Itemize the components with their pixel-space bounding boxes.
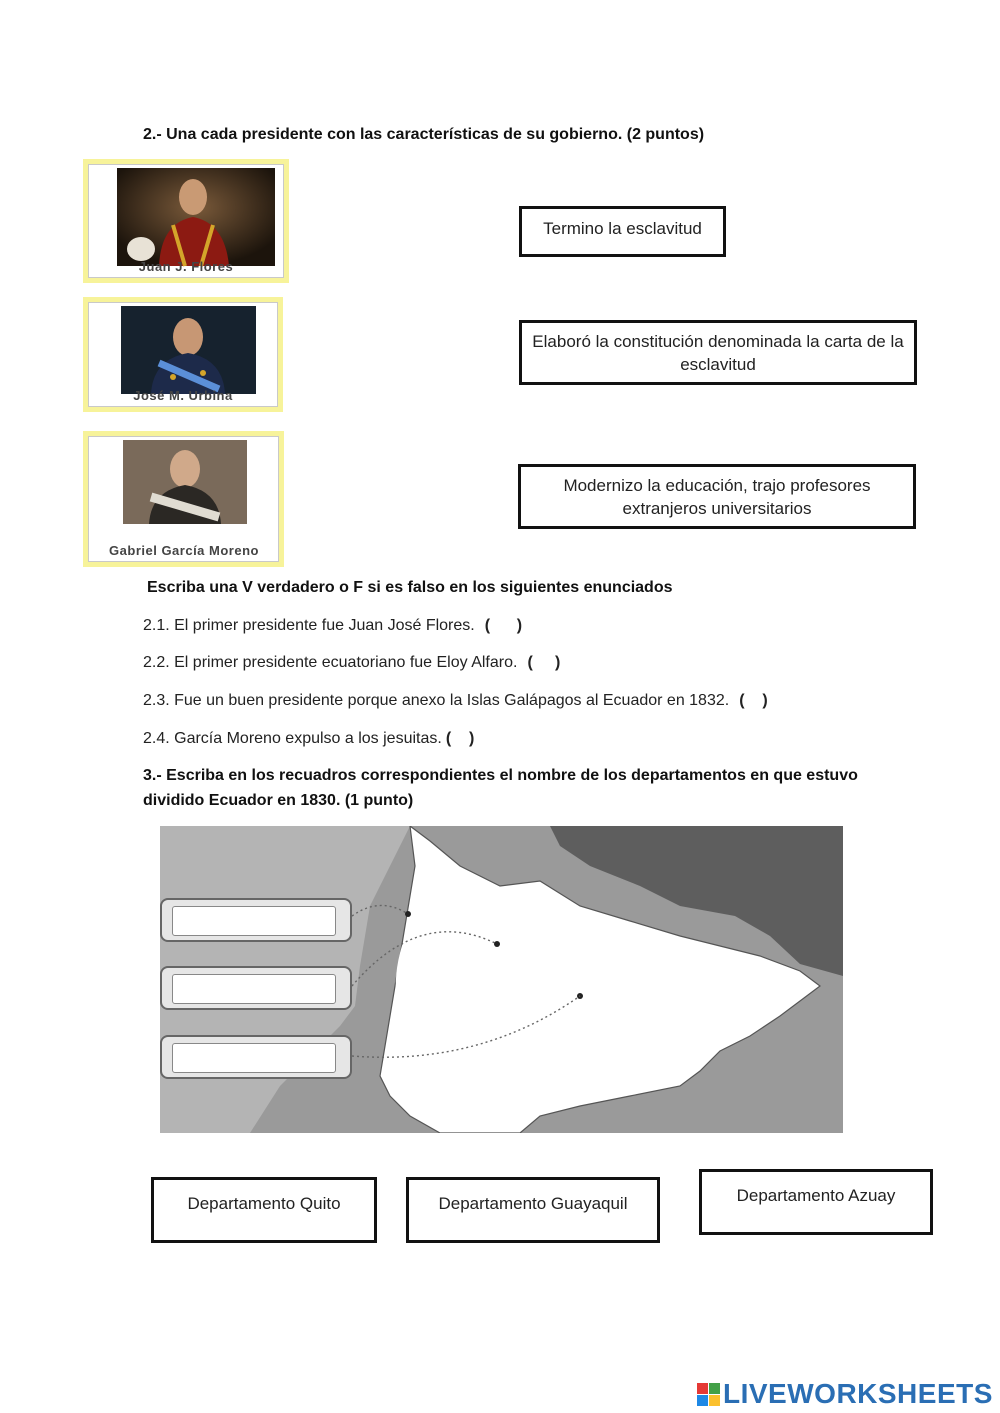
truefalse-heading: Escriba una V verdadero o F si es falso en los siguientes enunciados xyxy=(147,579,673,596)
statement-2-3 xyxy=(143,692,768,710)
characteristic-box-3[interactable]: Modernizo la educación, trajo profesores extranjeros universitarios xyxy=(518,464,916,529)
liveworksheets-logo xyxy=(697,1378,993,1410)
statement-text: 2.1. El primer presidente fue Juan José Flores. xyxy=(143,617,475,634)
department-option-guayaquil[interactable]: Departamento Guayaquil xyxy=(406,1177,660,1243)
answer-blank-2-3[interactable]: ( ) xyxy=(739,692,768,709)
department-answer-input-2[interactable] xyxy=(172,974,336,1004)
portrait-caption: Gabriel García Moreno xyxy=(109,543,259,558)
department-option-quito[interactable]: Departamento Quito xyxy=(151,1177,377,1243)
statement-text: 2.2. El primer presidente ecuatoriano fue Eloy Alfaro. xyxy=(143,654,518,671)
portrait-caption: José M. Urbina xyxy=(133,388,233,403)
portrait-flores xyxy=(83,159,289,283)
liveworksheets-logo-text: LIVEWORKSHEETS xyxy=(723,1378,993,1409)
statement-2-1 xyxy=(143,617,522,635)
department-answer-input-1[interactable] xyxy=(172,906,336,936)
department-answer-input-3[interactable] xyxy=(172,1043,336,1073)
answer-blank-2-2[interactable]: ( ) xyxy=(527,654,561,671)
statement-text: 2.4. García Moreno expulso a los jesuitas. xyxy=(143,730,442,747)
department-answer-tab-1 xyxy=(160,898,352,942)
characteristic-box-1[interactable]: Termino la esclavitud xyxy=(519,206,726,257)
portrait-caption: Juan J. Flores xyxy=(138,259,234,274)
section2-heading: 2.- Una cada presidente con las características de su gobierno. (2 puntos) xyxy=(143,126,705,143)
department-answer-tab-2 xyxy=(160,966,352,1010)
section3-heading-line2: dividido Ecuador en 1830. (1 punto) xyxy=(143,792,414,809)
statement-2-2 xyxy=(143,654,560,672)
statement-2-4 xyxy=(143,730,474,748)
characteristic-box-2[interactable]: Elaboró la constitución denominada la carta de la esclavitud xyxy=(519,320,917,385)
portrait-garcia-moreno xyxy=(83,431,284,567)
statement-text: 2.3. Fue un buen presidente porque anexo la Islas Galápagos al Ecuador en 1832. xyxy=(143,692,730,709)
department-option-azuay[interactable]: Departamento Azuay xyxy=(699,1169,933,1235)
liveworksheets-logo-icon xyxy=(697,1383,720,1406)
answer-blank-2-1[interactable]: ( ) xyxy=(484,617,523,634)
section3-heading-line1: 3.- Escriba en los recuadros correspondientes el nombre de los departamentos en que estuvo xyxy=(143,767,858,784)
answer-blank-2-4[interactable]: ( ) xyxy=(445,730,475,747)
department-answer-tab-3 xyxy=(160,1035,352,1079)
portrait-urbina xyxy=(83,297,283,412)
